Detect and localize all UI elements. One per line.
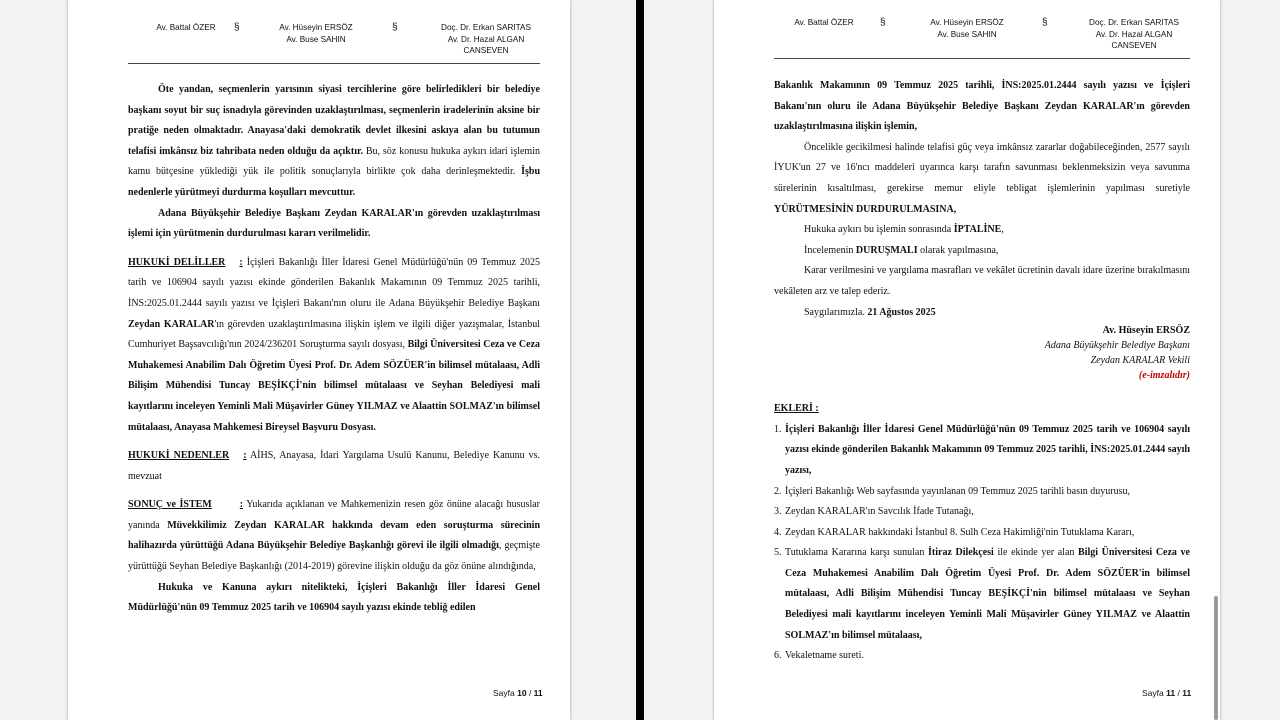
- paragraph: Adana Büyükşehir Belediye Başkanı Zeydan KARALAR'ın görevden uzaklaştırılması işlemi için yürütmenin durdurulması kararı verilmelidir.: [128, 207, 540, 240]
- request-4: Karar verilmesini ve yargılama masrafları ve vekâlet ücretinin davalı idare üzerine bırakılmasını vekâleten arz ve talep ederiz.: [774, 265, 1190, 297]
- signature-role: Zeydan KARALAR Vekili: [1090, 355, 1190, 367]
- vertical-scrollbar[interactable]: [1214, 596, 1218, 720]
- e-signature-note: (e-imzalıdır): [1138, 370, 1190, 382]
- reasons-section: HUKUKİ NEDENLER : AİHS, Anayasa, İdari Yargılama Usulü Kanunu, Belediye Kanunu vs. mevzuat: [128, 450, 540, 482]
- annex-title: EKLERİ :: [774, 403, 819, 415]
- header-author-1: Av. Battal ÖZER: [156, 23, 216, 32]
- section-sign: §: [392, 22, 398, 33]
- page-header: [714, 17, 1220, 57]
- result-section: SONUÇ ve İSTEM : Yukarıda açıklanan ve Mahkemenizin resen göz önüne alacağı hususlar yanında Müvekkilimiz Zeydan KARALAR hakkında devam eden soruşturma sürecinin halihazırda yürüttüğü Adana Büyükşehir Belediye Başkanlığı görevi ile ilgili olmadığı, geçmişte yürüttüğü Seyhan Belediye Başkanlığı (2014-2019) görevine ilişkin olduğu da göz önüne alındığında,: [128, 499, 541, 573]
- annex-item: 4. Zeydan KARALAR hakkındaki İstanbul 8. Sulh Ceza Hakimliği'nin Tutuklama Kararı,: [774, 526, 1135, 538]
- header-author-3: Doç. Dr. Erkan SARITAS Av. Dr. Hazal ALGAN CANSEVEN: [441, 23, 531, 55]
- section-sign: §: [1042, 17, 1048, 28]
- annex-item: 5. Tutuklama Kararına karşı sunulan İtiraz Dilekçesi ile ekinde yer alan Bilgi Üniversitesi Ceza ve Ceza Muhakemesi Anabilim Dalı Öğretim Üyesi Prof. Dr. Adem SÖZÜER'in bilimsel mütalaası, Adli Bilişim Mühendisi Tuncay BEŞİKÇİ'nin bilimsel mütalaası ve Seyhan Belediyesi mali kayıtlarını inceleyen Yeminli Mali Müşavirler Güney YILMAZ ve Alaattin SOLMAZ'ın bilimsel mütalaası,: [774, 547, 1190, 641]
- page-number: Sayfa 10 / 11: [493, 688, 543, 698]
- signature-title: Adana Büyükşehir Belediye Başkanı: [1044, 340, 1190, 352]
- page-body: [128, 80, 540, 619]
- header-author-2: Av. Hüseyin ERSÖZ Av. Buse SAHIN: [279, 23, 353, 44]
- header-rule: [128, 63, 540, 64]
- request-3: İncelemenin DURUŞMALI olarak yapılmasına,: [804, 244, 999, 256]
- signature-name: Av. Hüseyin ERSÖZ: [1102, 325, 1190, 337]
- page-number: Sayfa 11 / 11: [1142, 688, 1192, 698]
- annex-item: 6. Vekaletname sureti.: [774, 650, 864, 662]
- paragraph: Bakanlık Makamının 09 Temmuz 2025 tarihli, İNS:2025.01.2444 sayılı yazısı ve İçişleri Bakanı'nın oluru ile Adana Büyükşehir Belediye Başkanı Zeydan KARALAR'ın görevden uzaklaştırılmasına ilişkin işlemin,: [774, 80, 1190, 133]
- header-author-2: Av. Hüseyin ERSÖZ Av. Buse SAHIN: [930, 18, 1004, 39]
- signature-block: [774, 323, 1190, 383]
- section-sign: §: [234, 22, 240, 33]
- viewer-divider: [636, 0, 644, 720]
- page-body: [774, 76, 1190, 667]
- section-sign: §: [880, 17, 886, 28]
- annex-item: 1. İçişleri Bakanlığı İller İdaresi Genel Müdürlüğü'nün 09 Temmuz 2025 tarih ve 106904 sayılı yazısı ekinde gönderilen Bakanlık Makamının 09 Temmuz 2025 tarihli, İNS:2025.01.2444 sayılı yazısı,: [774, 423, 1190, 476]
- paragraph: Hukuka ve Kanuna aykırı nitelikteki, İçişleri Bakanlığı İller İdaresi Genel Müdürlüğü'nün 09 Temmuz 2025 tarih ve 106904 sayılı yazısı ekinde tebliğ edilen: [128, 581, 540, 614]
- paragraph: Öte yandan, seçmenlerin yarısının siyasi tercihlerine göre belirledikleri bir belediye başkanı soyut bir suç isnadıyla görevinden uzaklaştırılması, seçmenlerin iradelerinin aksine bir pratiğe neden olmaktadır. Anayasa'daki demokratik devlet ilkesini askıya alan bu tutumun telafisi imkânsız biz tahribata neden olduğu da açıktır. Bu, söz konusu hukuka aykırı idari işlemin kamu bütçesine yüklediği yük ile politik sonuçlarıyla birlikte çok daha derinleşmektedir. İşbu nedenlerle yürütmeyi durdurma koşulları mevcuttur.: [128, 84, 541, 198]
- annex-item: 3. Zeydan KARALAR'ın Savcılık İfade Tutanağı,: [774, 506, 974, 518]
- document-page-10: [68, 0, 570, 720]
- header-rule: [774, 58, 1190, 59]
- request-1: Öncelikle gecikilmesi halinde telafisi güç veya imkânsız zararlar doğabileceğinden, 2577 sayılı İYUK'un 27 ve 16'ncı maddeleri uyarınca karşı tarafın savunması beklenmeksizin veya savunma sürelerinin kısaltılması, gerekirse memur eliyle tebligat işlemlerinin yapılması suretiyle YÜRÜTMESİNİN DURDURULMASINA,: [774, 141, 1190, 215]
- request-2: Hukuka aykırı bu işlemin sonrasında İPTALİNE,: [804, 224, 1004, 236]
- header-author-1: Av. Battal ÖZER: [794, 18, 854, 27]
- page-header: [68, 22, 570, 62]
- regards: Saygılarımızla. 21 Ağustos 2025: [804, 306, 936, 318]
- annex-item: 2. İçişleri Bakanlığı Web sayfasında yayınlanan 09 Temmuz 2025 tarihli basın duyurusu,: [774, 485, 1130, 497]
- evidence-section: HUKUKİ DELİLLER : İçişleri Bakanlığı İller İdaresi Genel Müdürlüğü'nün 09 Temmuz 2025 tarih ve 106904 sayılı yazısı ekinde gönderilen Bakanlık Makamının 09 Temmuz 2025 tarihli, İNS:2025.01.2444 sayılı yazısı ve İçişleri Bakanı'nın oluru ile Adana Büyükşehir Belediye Başkanı Zeydan KARALAR'ın görevden uzaklaştırılmasına ilişkin işlem ve ilgili diğer yazışmalar, İstanbul Cumhuriyet Başsavcılığı'nın 2024/236201 Soruşturma sayılı dosyası, Bilgi Üniversitesi Ceza ve Ceza Muhakemesi Anabilim Dalı Öğretim Üyesi Prof. Dr. Adem SÖZÜER'in bilimsel mütalaası, Adli Bilişim Mühendisi Tuncay BEŞİKÇİ'nin bilimsel mütalaası ve Seyhan Belediyesi mali kayıtlarını inceleyen Yeminli Mali Müşavirler Güney YILMAZ ve Alaattin SOLMAZ'ın bilimsel mütalaası, Anayasa Mahkemesi Bireysel Başvuru Dosyası.: [128, 256, 541, 433]
- header-author-3: Doç. Dr. Erkan SARITAS Av. Dr. Hazal ALGAN CANSEVEN: [1089, 18, 1179, 50]
- document-page-11: [714, 0, 1220, 720]
